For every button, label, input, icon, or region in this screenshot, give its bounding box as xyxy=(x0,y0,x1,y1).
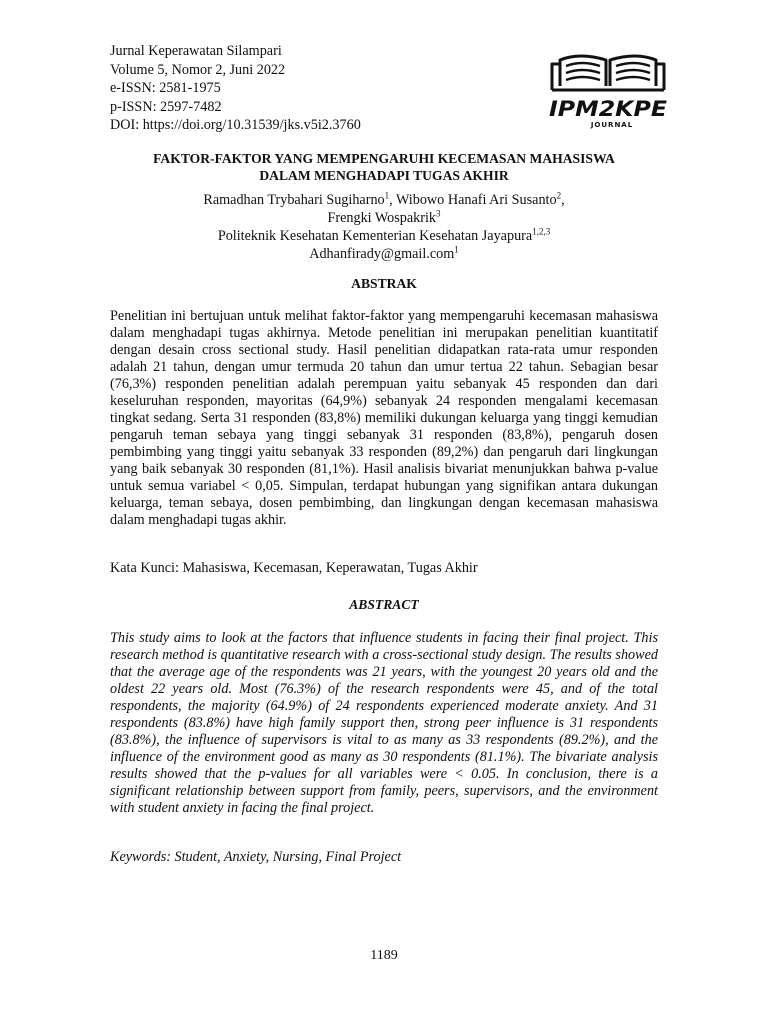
journal-eissn: e-ISSN: 2581-1975 xyxy=(110,80,221,97)
abstrak-body: Penelitian ini bertujuan untuk melihat faktor-faktor yang mempengaruhi kecemasan mahasiswa dalam menghadapi tugas akhirnya. Metode penelitian ini merupakan penelitian kuantitatif dengan desain cross sectional study. Hasil penelitian didapatkan rata-rata umur responden adalah 21 tahun, dengan umur termuda 20 tahun dan umur tertua 22 tahun. Sebagian besar (76,3%) responden penelitian adalah perempuan yaitu sebanyak 45 responden dan dari keseluruhan responden, mayoritas (64,9%) sebanyak 24 responden mengalami kecemasan tingkat sedang. Serta 31 responden (83,8%) memiliki dukungan keluarga yang tinggi kemudian pengaruh teman sebaya yang tinggi sebanyak 31 responden (83,8%), pengaruh dosen pembimbing yang tinggi yaitu sebanyak 33 responden (89,2%) dan pengaruh dari lingkungan yang baik sebanyak 30 responden (81,1%). Hasil analisis bivariat menunjukkan bahwa p-value untuk semua variabel < 0,05. Simpulan, terdapat hubungan yang signifikan antara dukungan keluarga, teman sebaya, dosen pembimbing, dan lingkungan dengan kecemasan mahasiswa dalam menghadapi tugas akhir. xyxy=(110,308,658,528)
author-2-affiliation-mark: 2 xyxy=(556,190,562,201)
abstract-heading: ABSTRACT xyxy=(349,597,419,612)
abstract-body: This study aims to look at the factors that influence students in facing their final project. This research method is quantitative research with a cross-sectional study design. The results showed that the average age of the respondents was 21 years, with the youngest 20 years old and the oldest 22 years old. Most (76.3%) of the research respondents were 45, and of the total respondents, the majority (64.9%) of 24 respondents experienced moderate anxiety. And 31 respondents (83.8%) have high family support then, strong peer influence is 31 respondents (83.8%), the influence of supervisors is vital to as many as 33 respondents (89.2%), and the influence of the environment good as many as 30 respondents (81.1%). The bivariate analysis results showed that the p-values for all variables were < 0.05. In conclusion, there is a significant relationship between support from family, peers, supervisors, and the environment with student anxiety in facing the final project. xyxy=(110,630,658,816)
author-separator: , xyxy=(561,192,565,208)
journal-logo xyxy=(546,46,670,130)
author-3-affiliation-mark: 3 xyxy=(436,208,441,219)
affiliation-mark: 1,2,3 xyxy=(532,226,551,237)
corresponding-email xyxy=(110,245,658,263)
author-3: Frengki Wospakrik xyxy=(327,210,437,226)
abstract-keywords: Keywords: Student, Anxiety, Nursing, Final Project xyxy=(110,849,402,865)
logo-text: IPM2KPE xyxy=(549,97,668,121)
abstrak-heading: ABSTRAK xyxy=(351,276,417,291)
author-1-affiliation-mark: 1 xyxy=(384,190,390,201)
affiliation xyxy=(110,227,658,245)
author-separator: , xyxy=(389,192,396,208)
author-1: Ramadhan Trybahari Sugiharno xyxy=(203,192,385,208)
author-line-1 xyxy=(110,191,658,209)
author-2: Wibowo Hanafi Ari Susanto xyxy=(395,192,557,208)
author-line-2 xyxy=(110,209,658,227)
paper-title-line2: DALAM MENGHADAPI TUGAS AKHIR xyxy=(259,168,509,183)
journal-volume: Volume 5, Nomor 2, Juni 2022 xyxy=(110,61,286,78)
journal-doi[interactable]: DOI: https://doi.org/10.31539/jks.v5i2.3760 xyxy=(110,117,361,134)
affiliation-name: Politeknik Kesehatan Kementerian Kesehatan Jayapura xyxy=(217,228,533,244)
abstrak-keywords: Kata Kunci: Mahasiswa, Kecemasan, Keperawatan, Tugas Akhir xyxy=(110,560,478,576)
logo-subtext: JOURNAL xyxy=(590,121,634,129)
paper-title xyxy=(110,150,658,184)
email-mark: 1 xyxy=(454,244,459,255)
email-address[interactable]: Adhanfirady@gmail.com xyxy=(309,246,455,262)
journal-name: Jurnal Keperawatan Silampari xyxy=(110,43,282,59)
page-number: 1189 xyxy=(370,948,398,963)
journal-header xyxy=(110,42,361,135)
paper-title-line1: FAKTOR-FAKTOR YANG MEMPENGARUHI KECEMASAN MAHASISWA xyxy=(153,151,615,166)
journal-pissn: p-ISSN: 2597-7482 xyxy=(110,98,222,115)
author-block xyxy=(110,191,658,263)
